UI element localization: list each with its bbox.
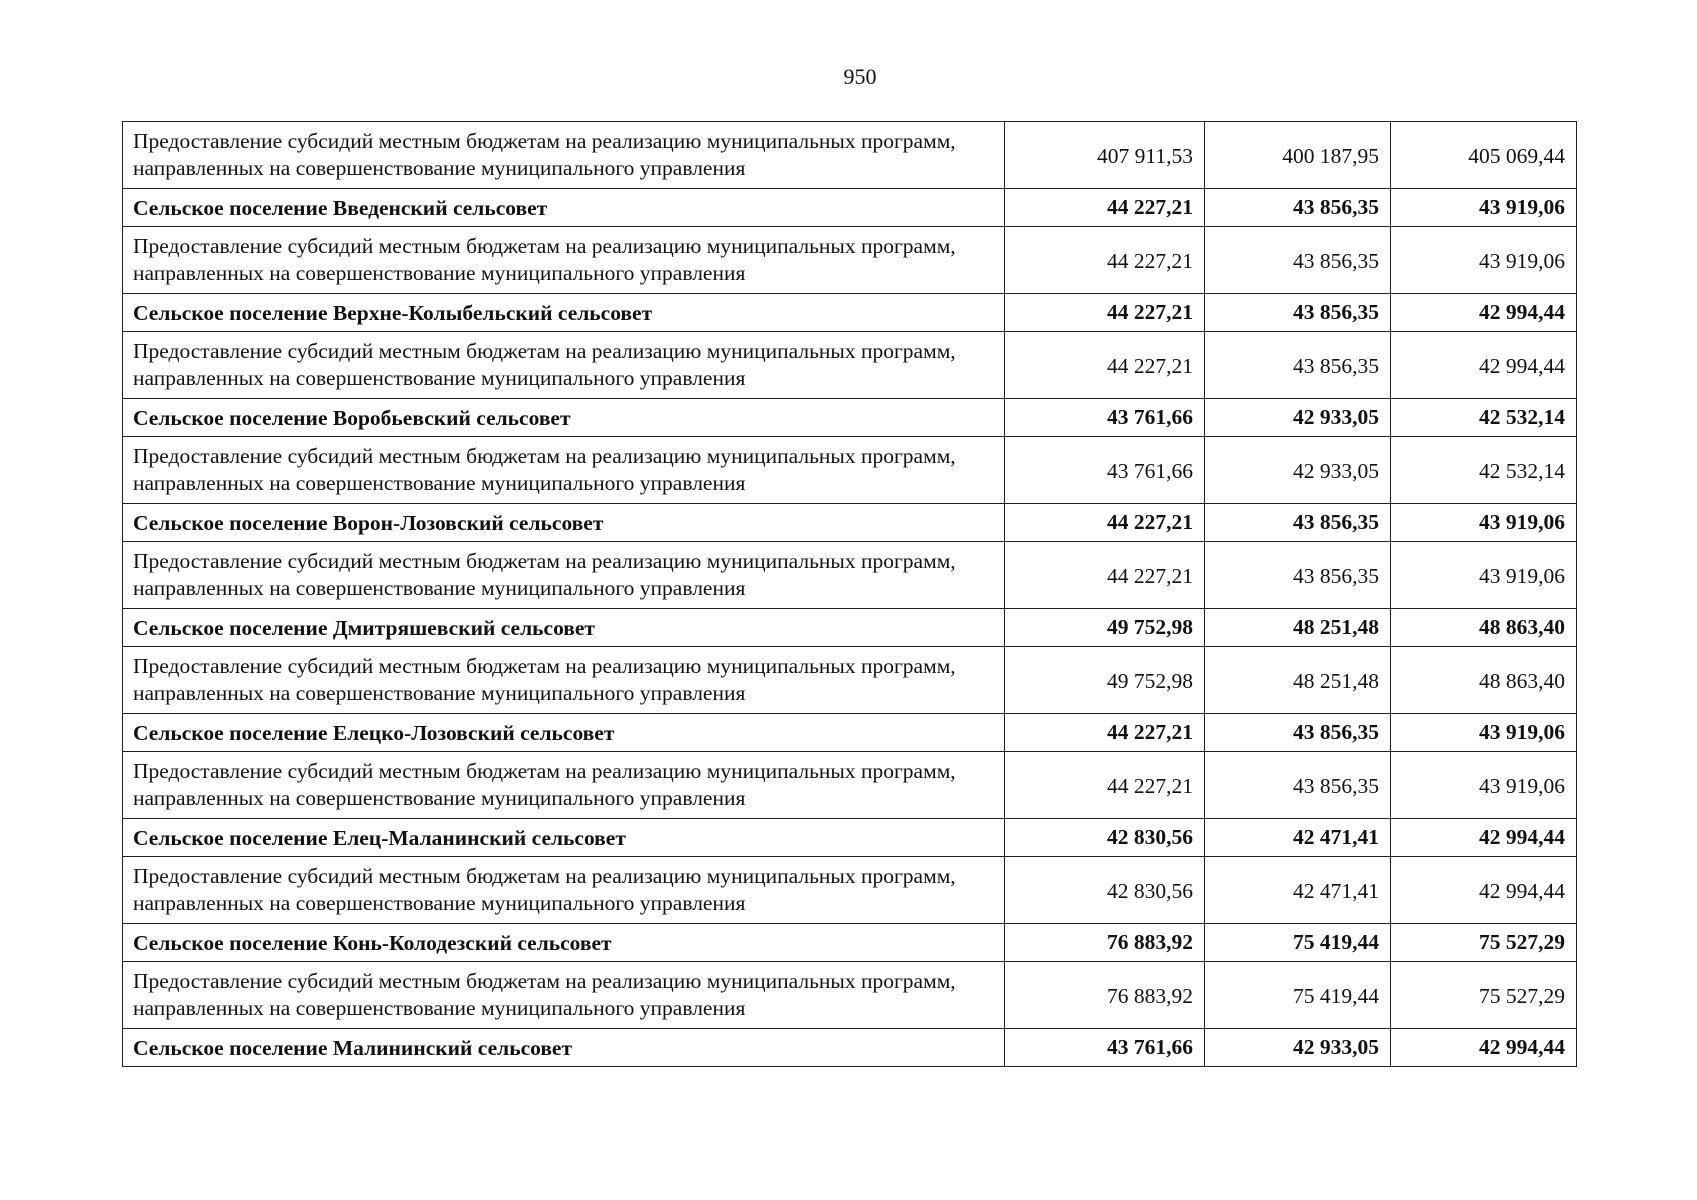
amount-col-1-cell: 44 227,21 [1005,227,1205,294]
amount-col-2-cell: 42 471,41 [1205,819,1391,857]
subsidy-description-cell: Предоставление субсидий местным бюджетам на реализацию муниципальных программ, направленных на совершенствование муниципального управления [123,857,1005,924]
amount-col-3-cell: 43 919,06 [1391,752,1577,819]
amount-col-1-cell: 49 752,98 [1005,647,1205,714]
settlement-name-cell: Сельское поселение Ворон-Лозовский сельсовет [123,504,1005,542]
amount-col-3-cell: 42 994,44 [1391,857,1577,924]
settlement-name-cell: Сельское поселение Малининский сельсовет [123,1029,1005,1067]
amount-col-3-cell: 42 532,14 [1391,437,1577,504]
settlement-total-row [123,714,1577,752]
subsidy-detail-row [123,437,1577,504]
amount-col-3-cell: 405 069,44 [1391,122,1577,189]
amount-col-3-cell: 43 919,06 [1391,227,1577,294]
subsidy-description-cell: Предоставление субсидий местным бюджетам на реализацию муниципальных программ, направленных на совершенствование муниципального управления [123,122,1005,189]
amount-col-2-cell: 42 933,05 [1205,1029,1391,1067]
amount-col-2-cell: 43 856,35 [1205,294,1391,332]
subsidy-description-cell: Предоставление субсидий местным бюджетам на реализацию муниципальных программ, направленных на совершенствование муниципального управления [123,227,1005,294]
amount-col-1-cell: 407 911,53 [1005,122,1205,189]
amount-col-3-cell: 42 994,44 [1391,332,1577,399]
subsidy-description-cell: Предоставление субсидий местным бюджетам на реализацию муниципальных программ, направленных на совершенствование муниципального управления [123,542,1005,609]
amount-col-3-cell: 42 532,14 [1391,399,1577,437]
amount-col-2-cell: 43 856,35 [1205,752,1391,819]
amount-col-1-cell: 42 830,56 [1005,819,1205,857]
budget-table [122,121,1577,1067]
amount-col-1-cell: 44 227,21 [1005,294,1205,332]
settlement-total-row [123,189,1577,227]
amount-col-3-cell: 42 994,44 [1391,1029,1577,1067]
table-body [123,122,1577,1067]
amount-col-1-cell: 43 761,66 [1005,437,1205,504]
settlement-name-cell: Сельское поселение Елец-Маланинский сельсовет [123,819,1005,857]
settlement-name-cell: Сельское поселение Введенский сельсовет [123,189,1005,227]
amount-col-3-cell: 43 919,06 [1391,542,1577,609]
subsidy-description-cell: Предоставление субсидий местным бюджетам на реализацию муниципальных программ, направленных на совершенствование муниципального управления [123,962,1005,1029]
subsidy-description-cell: Предоставление субсидий местным бюджетам на реализацию муниципальных программ, направленных на совершенствование муниципального управления [123,437,1005,504]
amount-col-1-cell: 44 227,21 [1005,332,1205,399]
amount-col-3-cell: 43 919,06 [1391,714,1577,752]
amount-col-3-cell: 48 863,40 [1391,609,1577,647]
amount-col-2-cell: 75 419,44 [1205,924,1391,962]
settlement-total-row [123,819,1577,857]
amount-col-1-cell: 44 227,21 [1005,714,1205,752]
amount-col-1-cell: 44 227,21 [1005,189,1205,227]
amount-col-3-cell: 43 919,06 [1391,504,1577,542]
settlement-name-cell: Сельское поселение Верхне-Колыбельский сельсовет [123,294,1005,332]
subsidy-detail-row [123,962,1577,1029]
amount-col-2-cell: 43 856,35 [1205,332,1391,399]
subsidy-detail-row [123,647,1577,714]
amount-col-3-cell: 75 527,29 [1391,962,1577,1029]
page-number: 950 [843,64,877,89]
amount-col-3-cell: 42 994,44 [1391,294,1577,332]
amount-col-1-cell: 44 227,21 [1005,752,1205,819]
settlement-name-cell: Сельское поселение Воробьевский сельсовет [123,399,1005,437]
settlement-name-cell: Сельское поселение Дмитряшевский сельсовет [123,609,1005,647]
amount-col-2-cell: 43 856,35 [1205,542,1391,609]
subsidy-detail-row [123,332,1577,399]
amount-col-1-cell: 44 227,21 [1005,504,1205,542]
amount-col-1-cell: 76 883,92 [1005,962,1205,1029]
amount-col-3-cell: 42 994,44 [1391,819,1577,857]
amount-col-2-cell: 400 187,95 [1205,122,1391,189]
amount-col-2-cell: 42 933,05 [1205,399,1391,437]
subsidy-detail-row [123,857,1577,924]
subsidy-description-cell: Предоставление субсидий местным бюджетам на реализацию муниципальных программ, направленных на совершенствование муниципального управления [123,332,1005,399]
amount-col-2-cell: 43 856,35 [1205,714,1391,752]
amount-col-2-cell: 42 933,05 [1205,437,1391,504]
amount-col-2-cell: 43 856,35 [1205,189,1391,227]
amount-col-2-cell: 43 856,35 [1205,504,1391,542]
settlement-total-row [123,399,1577,437]
settlement-total-row [123,609,1577,647]
settlement-name-cell: Сельское поселение Елецко-Лозовский сельсовет [123,714,1005,752]
subsidy-detail-row [123,122,1577,189]
amount-col-1-cell: 44 227,21 [1005,542,1205,609]
settlement-total-row [123,294,1577,332]
settlement-name-cell: Сельское поселение Конь-Колодезский сельсовет [123,924,1005,962]
settlement-total-row [123,504,1577,542]
amount-col-1-cell: 49 752,98 [1005,609,1205,647]
amount-col-2-cell: 43 856,35 [1205,227,1391,294]
settlement-total-row [123,924,1577,962]
amount-col-2-cell: 48 251,48 [1205,609,1391,647]
amount-col-1-cell: 42 830,56 [1005,857,1205,924]
settlement-total-row [123,1029,1577,1067]
amount-col-2-cell: 75 419,44 [1205,962,1391,1029]
subsidy-detail-row [123,542,1577,609]
amount-col-3-cell: 48 863,40 [1391,647,1577,714]
subsidy-detail-row [123,227,1577,294]
amount-col-3-cell: 75 527,29 [1391,924,1577,962]
amount-col-2-cell: 48 251,48 [1205,647,1391,714]
subsidy-detail-row [123,752,1577,819]
amount-col-1-cell: 43 761,66 [1005,1029,1205,1067]
amount-col-3-cell: 43 919,06 [1391,189,1577,227]
subsidy-description-cell: Предоставление субсидий местным бюджетам на реализацию муниципальных программ, направленных на совершенствование муниципального управления [123,752,1005,819]
amount-col-1-cell: 43 761,66 [1005,399,1205,437]
subsidy-description-cell: Предоставление субсидий местным бюджетам на реализацию муниципальных программ, направленных на совершенствование муниципального управления [123,647,1005,714]
amount-col-1-cell: 76 883,92 [1005,924,1205,962]
amount-col-2-cell: 42 471,41 [1205,857,1391,924]
